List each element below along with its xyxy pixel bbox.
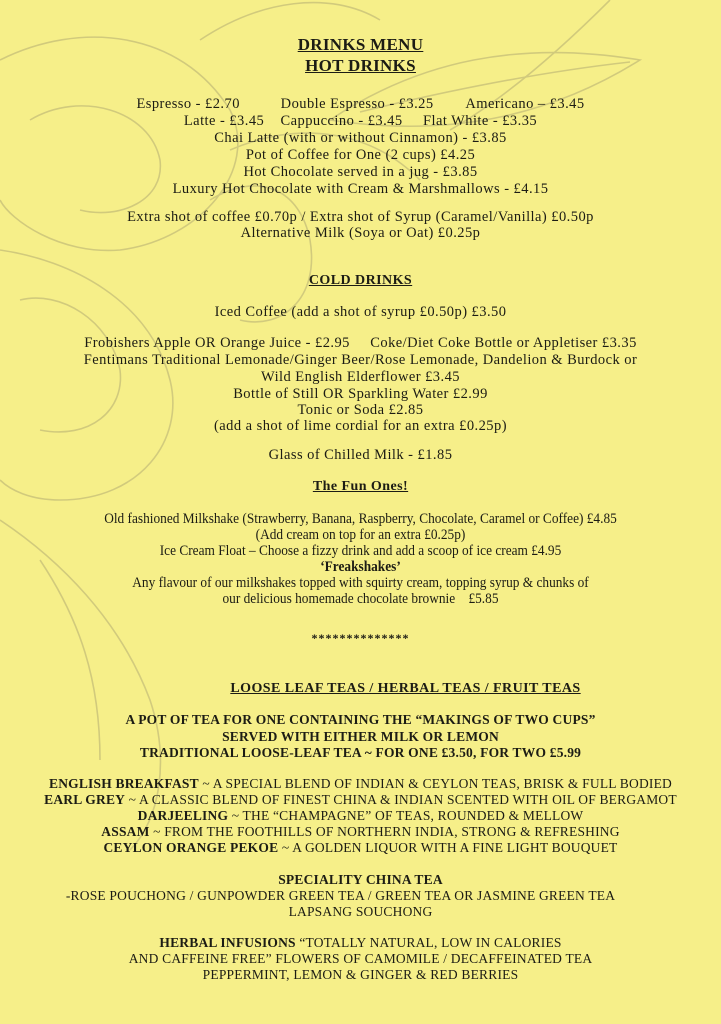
tea-desc: ~ FROM THE FOOTHILLS OF NORTHERN INDIA, STRONG & REFRESHING (149, 824, 620, 839)
tea-name: ENGLISH BREAKFAST (49, 776, 199, 791)
china-tea-line: -ROSE POUCHONG / GUNPOWDER GREEN TEA / GREEN TEA OR JASMINE GREEN TEA (65, 888, 616, 903)
menu-line: Any flavour of our milkshakes topped with squirty cream, topping syrup & chunks of (132, 575, 589, 591)
fun-ones-heading: The Fun Ones! (312, 479, 409, 494)
menu-line: Tonic or Soda £2.85 (297, 402, 424, 418)
herbal-line: PEPPERMINT, LEMON & GINGER & RED BERRIES (202, 967, 519, 982)
menu-line: Luxury Hot Chocolate with Cream & Marshmallows - £4.15 (172, 181, 549, 197)
tea-desc: ~ THE “CHAMPAGNE” OF TEAS, ROUNDED & MELLOW (228, 808, 584, 823)
herbal-heading: HERBAL INFUSIONS (159, 935, 296, 950)
tea-name: DARJEELING (137, 808, 229, 823)
menu-line: (Add cream on top for an extra £0.25p) (255, 527, 466, 543)
menu-line: (add a shot of lime cordial for an extra £0.25p) (214, 418, 507, 434)
herbal-line: AND CAFFEINE FREE” FLOWERS OF CAMOMILE / DECAFFEINATED TEA (128, 951, 593, 966)
menu-line: Iced Coffee (add a shot of syrup £0.50p) £3.50 (214, 304, 507, 320)
tea-intro-line: A POT OF TEA FOR ONE CONTAINING THE “MAKINGS OF TWO CUPS” (125, 712, 596, 727)
herbal-line (0, 935, 721, 951)
menu-line: Chai Latte (with or without Cinnamon) - £3.85 (214, 130, 507, 146)
teas-heading: LOOSE LEAF TEAS / HERBAL TEAS / FRUIT TEAS (230, 681, 581, 696)
menu-line: Alternative Milk (Soya or Oat) £0.25p (240, 225, 481, 241)
tea-desc: ~ A GOLDEN LIQUOR WITH A FINE LIGHT BOUQUET (278, 840, 618, 855)
tea-name: CEYLON ORANGE PEKOE (103, 840, 279, 855)
menu-line: Pot of Coffee for One (2 cups) £4.25 (245, 147, 476, 163)
menu-line: Glass of Chilled Milk - £1.85 (268, 447, 453, 463)
menu-line: Old fashioned Milkshake (Strawberry, Banana, Raspberry, Chocolate, Caramel or Coffee) £4.85 (104, 511, 617, 527)
tea-intro-line: TRADITIONAL LOOSE-LEAF TEA ~ FOR ONE £3.50, FOR TWO £5.99 (139, 745, 582, 760)
menu-line: Frobishers Apple OR Orange Juice - £2.95 Coke/Diet Coke Bottle or Appletiser £3.35 (84, 335, 637, 351)
tea-desc: ~ A SPECIAL BLEND OF INDIAN & CEYLON TEAS, BRISK & FULL BODIED (198, 776, 672, 791)
menu-line: Latte - £3.45 Cappuccino - £3.45 Flat White - £3.35 (183, 113, 538, 129)
menu-line: Hot Chocolate served in a jug - £3.85 (243, 164, 478, 180)
menu-line: Bottle of Still OR Sparkling Water £2.99 (233, 386, 488, 402)
tea-variety (0, 840, 721, 856)
tea-intro-line: SERVED WITH EITHER MILK OR LEMON (222, 729, 499, 744)
china-tea-line: LAPSANG SOUCHONG (288, 904, 433, 919)
china-tea-heading: SPECIALITY CHINA TEA (278, 872, 443, 887)
tea-name: ASSAM (101, 824, 150, 839)
tea-variety (0, 792, 721, 808)
section-divider: ************** (311, 631, 410, 645)
menu-line: Fentimans Traditional Lemonade/Ginger Beer/Rose Lemonade, Dandelion & Burdock or (83, 352, 638, 368)
freakshakes-heading: ‘Freakshakes’ (320, 559, 401, 575)
hot-drinks-heading: HOT DRINKS (305, 56, 416, 75)
menu-line: Espresso - £2.70 Double Espresso - £3.25 Americano – £3.45 (136, 96, 585, 112)
menu-title: DRINKS MENU (297, 35, 424, 54)
tea-variety (0, 776, 721, 792)
menu-line: Ice Cream Float – Choose a fizzy drink and add a scoop of ice cream £4.95 (159, 543, 562, 559)
tea-desc: ~ A CLASSIC BLEND OF FINEST CHINA & INDIAN SCENTED WITH OIL OF BERGAMOT (125, 792, 677, 807)
menu-line: our delicious homemade chocolate brownie £5.85 (222, 591, 499, 607)
menu-line: Extra shot of coffee £0.70p / Extra shot of Syrup (Caramel/Vanilla) £0.50p (127, 209, 594, 225)
herbal-text: “TOTALLY NATURAL, LOW IN CALORIES (295, 935, 562, 950)
cold-drinks-heading: COLD DRINKS (308, 273, 413, 288)
tea-variety (0, 808, 721, 824)
tea-variety (0, 824, 721, 840)
menu-line: Wild English Elderflower £3.45 (261, 369, 460, 385)
tea-name: EARL GREY (44, 792, 126, 807)
